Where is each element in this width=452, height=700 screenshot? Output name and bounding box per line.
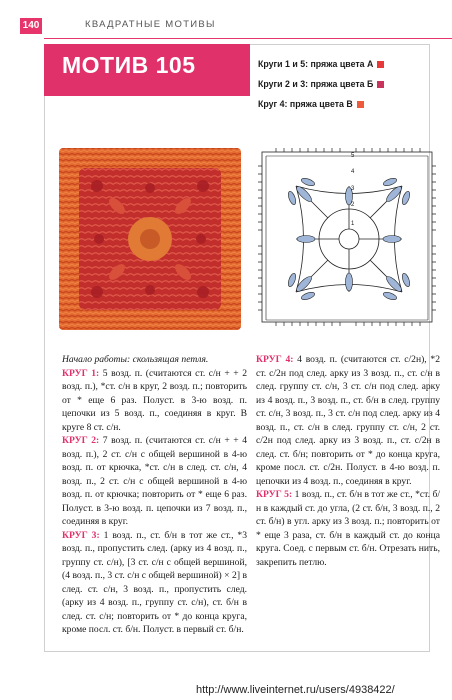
round-label: 5 (351, 153, 355, 159)
header-divider (44, 38, 452, 39)
round-label: 3 (351, 186, 355, 192)
round-label: 2 (351, 202, 355, 208)
round-label: 1 (351, 221, 355, 227)
color-swatch-b (377, 81, 384, 88)
yarn-legend (258, 54, 384, 114)
instructions-column-2 (256, 353, 440, 569)
source-url[interactable]: http://www.liveinternet.ru/users/4938422/ (196, 684, 395, 696)
legend-item: Круги 1 и 5: пряжа цвета А (258, 54, 384, 74)
legend-item: Круг 4: пряжа цвета В (258, 94, 384, 114)
section-title: КВАДРАТНЫЕ МОТИВЫ (85, 19, 216, 30)
round-label: 4 (351, 169, 355, 175)
round-4: КРУГ 4: 4 возд. п. (считаются ст. с/2н), *2 ст. с/2н под след. арку из 3 возд. п., ст. с/н в след. группу ст. с/н, 3 ст. с/н под след. арку из 4 возд. п., 3 возд. п., ст. б/н в след. группу ст. с/н, 3 возд. п., 3 ст. с/н под след. арку из 4 возд. п., ст. с/н в след. группу ст. с/н, 2 ст. с/2н под след. арку из 3 возд. п., ст. с/2н в след. ст. б/н; повторить от * до конца круга, кроме посл. ст. с/2н. Полуст. в 4-ю возд. п. цепочки из 4 возд. п., соединяя в круг. (256, 354, 440, 487)
round-5: КРУГ 5: 1 возд. п., ст. б/н в тот же ст., *ст. б/н в каждый ст. до угла, (2 ст. б/н, 3 возд. п., 2 ст. б/н) в угл. арку из 3 возд. п.; повторить от * еще 3 раза, ст. б/н в каждый ст. до конца круга. Соед. с первым ст. б/н. Отрезать нить, закрепить петлю. (256, 489, 440, 568)
page-number: 140 (20, 18, 42, 34)
color-swatch-c (357, 101, 364, 108)
crochet-diagram (256, 146, 442, 332)
start-instruction: Начало работы: скользящая петля. (62, 354, 209, 365)
page-header (0, 8, 452, 30)
round-2: КРУГ 2: 7 возд. п. (считаются ст. с/н + + 4 возд. п.), 2 ст. с/н с общей вершиной в 4-ю возд. п. от крючка, *ст. с/н в след. ст. с/н, 4 возд. п., 2 ст. с/н с общей вершиной в 4-ю возд. п. от крючка; повторить от * еще 6 раз. Полуст. в 3-ю возд. п. цепочки из 7 возд. п., соединяя в круг. (62, 435, 247, 527)
motif-title: МОТИВ 105 (62, 52, 196, 78)
round-3: КРУГ 3: 1 возд. п., ст. б/н в тот же ст., *3 возд. п., пропустить след. (арку из 4 возд. п., группу ст. с/н), [3 ст. с/н с общей вершиной, (4 возд. п., 3 ст. с/н с общей вершиной) × 2] в след. ст. с/н, 3 возд. п., пропустить след. (арку из 4 возд. п., группу ст. с/н), ст. б/н в след. ст. с/н; повторить от * до конца круга, кроме посл. ст. б/н. Полуст. в первый ст. б/н. (62, 529, 247, 635)
legend-item: Круги 2 и 3: пряжа цвета Б (258, 74, 384, 94)
round-1: КРУГ 1: 5 возд. п. (считаются ст. с/н + + 2 возд. п.), *ст. с/н в круг, 2 возд. п.; повторить от * еще 6 раз. Полуст. в 3-ю возд. п. цепочки из 5 возд. п., соединяя в круг. В круге 8 ст. с/н. (62, 367, 247, 433)
instructions-column-1 (62, 353, 247, 637)
color-swatch-a (377, 61, 384, 68)
motif-photo (57, 146, 243, 332)
